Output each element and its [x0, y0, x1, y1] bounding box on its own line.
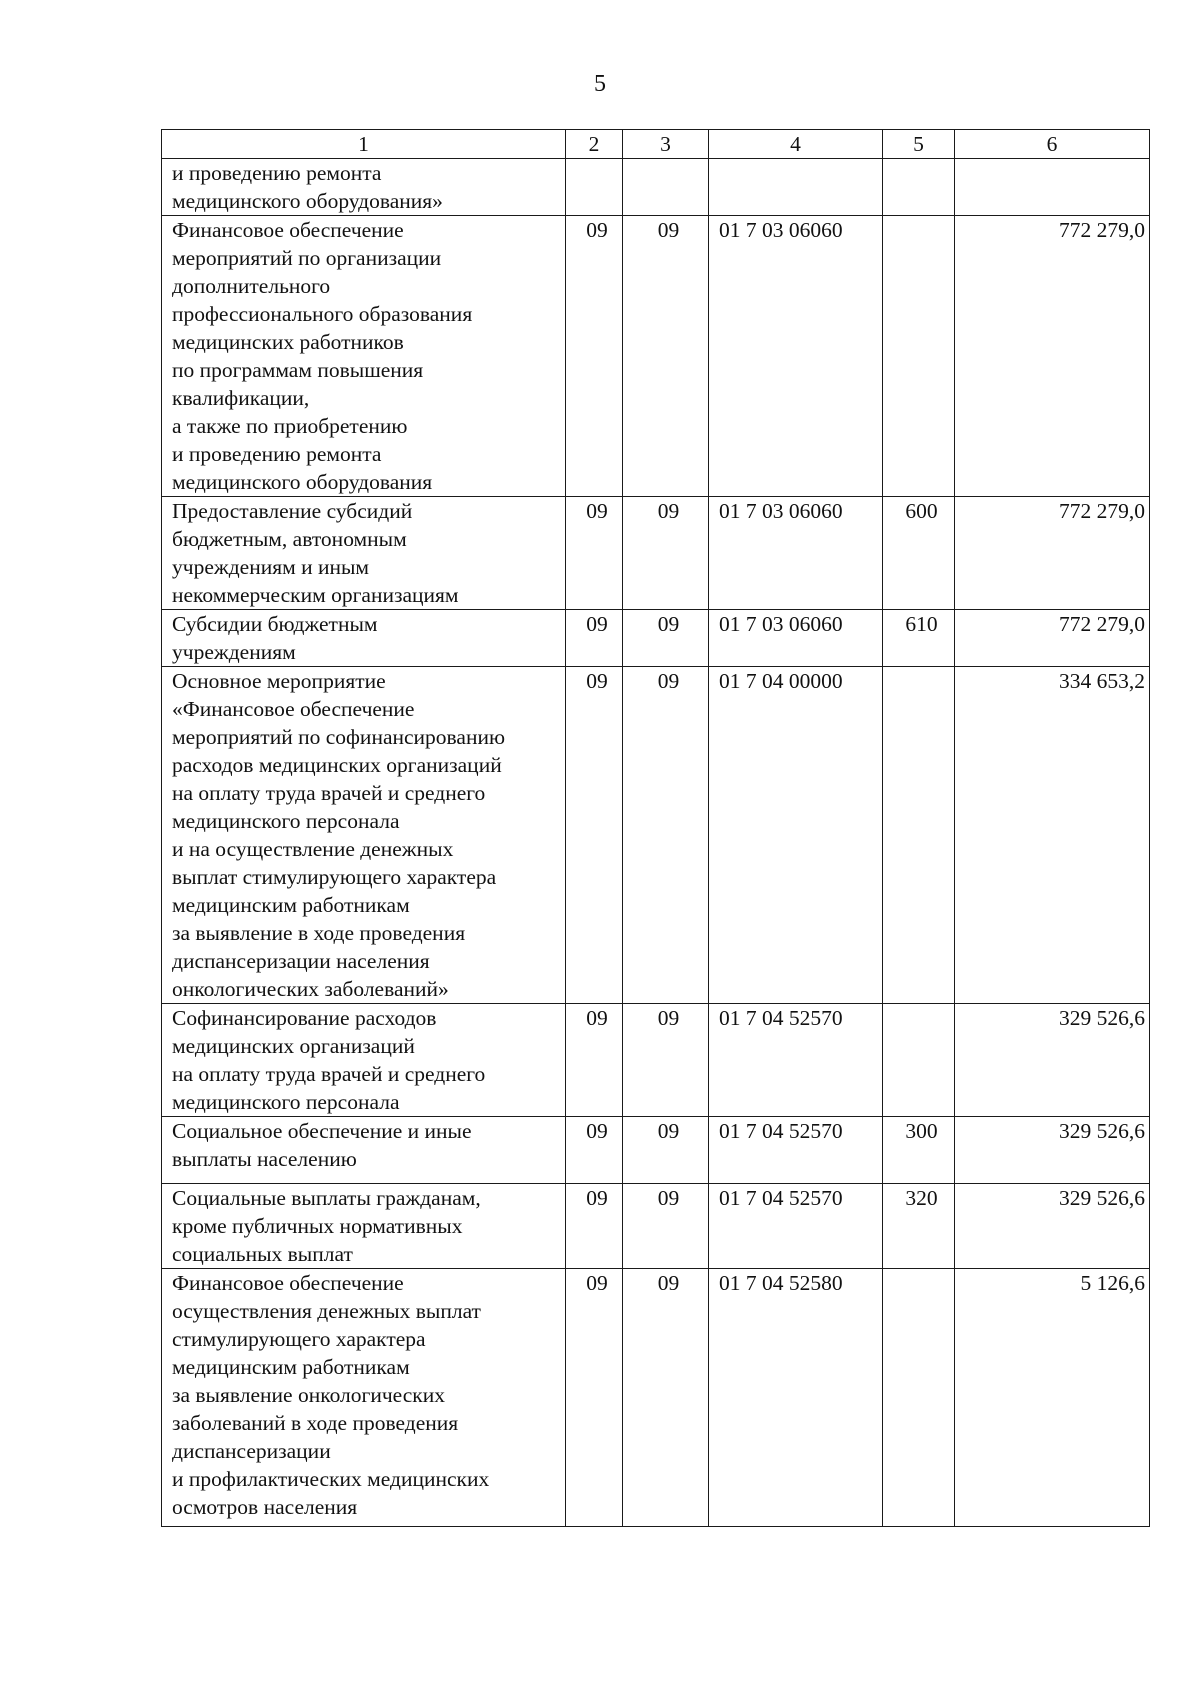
table-row: [162, 497, 1150, 610]
row-subsection-cell: 09: [623, 1004, 709, 1117]
row-name-line: и на осуществление денежных: [172, 837, 454, 861]
row-section-cell: [566, 159, 623, 216]
row-amount-cell: 329 526,6: [955, 1004, 1150, 1117]
row-expense-type-cell: [883, 216, 955, 497]
row-name-line: на оплату труда врачей и среднего: [172, 781, 486, 805]
row-name-line: Предоставление субсидий: [172, 499, 413, 523]
row-name-line: кроме публичных нормативных: [172, 1214, 463, 1238]
row-name-line: бюджетным, автономным: [172, 527, 407, 551]
row-target-article-cell: 01 7 04 52570: [709, 1004, 883, 1117]
row-amount-cell: 772 279,0: [955, 216, 1150, 497]
row-name-line: за выявление онкологических: [172, 1383, 445, 1407]
row-subsection-cell: 09: [623, 667, 709, 1004]
row-name-line: медицинским работникам: [172, 893, 410, 917]
row-name-line: и профилактических медицинских: [172, 1467, 490, 1491]
table-header-row: [162, 130, 1150, 159]
row-name-line: мероприятий по софинансированию: [172, 725, 506, 749]
row-target-article-cell: [709, 159, 883, 216]
header-col-1: 1: [162, 130, 566, 159]
table-row: [162, 667, 1150, 1004]
row-name-line: некоммерческим организациям: [172, 583, 459, 607]
row-name-line: медицинским работникам: [172, 1355, 410, 1379]
row-name-line: профессионального образования: [172, 302, 473, 326]
row-name-line: осуществления денежных выплат: [172, 1299, 481, 1323]
row-expense-type-cell: [883, 1004, 955, 1117]
row-subsection-cell: 09: [623, 610, 709, 667]
budget-table: [161, 129, 1150, 1527]
row-section-cell: 09: [566, 497, 623, 610]
row-name-line: выплаты населению: [172, 1147, 357, 1171]
row-name-line: Финансовое обеспечение: [172, 1271, 404, 1295]
row-subsection-cell: 09: [623, 1117, 709, 1184]
row-section-cell: 09: [566, 1184, 623, 1269]
row-name-line: квалификации,: [172, 386, 310, 410]
row-subsection-cell: 09: [623, 497, 709, 610]
table-row: [162, 1004, 1150, 1117]
row-name-line: медицинских работников: [172, 330, 404, 354]
row-expense-type-cell: 610: [883, 610, 955, 667]
row-name-line: и проведению ремонта: [172, 161, 382, 185]
row-name-line: расходов медицинских организаций: [172, 753, 502, 777]
table-row: [162, 1269, 1150, 1527]
row-expense-type-cell: 300: [883, 1117, 955, 1184]
row-name-line: Основное мероприятие: [172, 669, 386, 693]
row-name-cell: [162, 667, 566, 1004]
header-col-5: 5: [883, 130, 955, 159]
row-expense-type-cell: [883, 667, 955, 1004]
row-name-line: заболеваний в ходе проведения: [172, 1411, 459, 1435]
row-expense-type-cell: [883, 159, 955, 216]
row-name-line: медицинского персонала: [172, 1090, 400, 1114]
row-name-line: учреждениям и иным: [172, 555, 370, 579]
table-row: [162, 216, 1150, 497]
row-name-cell: [162, 1117, 566, 1184]
row-name-line: онкологических заболеваний»: [172, 977, 449, 1001]
row-amount-cell: 772 279,0: [955, 610, 1150, 667]
row-name-line: на оплату труда врачей и среднего: [172, 1062, 486, 1086]
row-name-line: социальных выплат: [172, 1242, 353, 1266]
row-name-line: «Финансовое обеспечение: [172, 697, 415, 721]
row-name-line: медицинских организаций: [172, 1034, 415, 1058]
row-name-line: медицинского оборудования: [172, 470, 433, 494]
table-row: [162, 159, 1150, 216]
row-target-article-cell: 01 7 04 52570: [709, 1117, 883, 1184]
row-amount-cell: 5 126,6: [955, 1269, 1150, 1527]
row-section-cell: 09: [566, 1117, 623, 1184]
table-body: [162, 159, 1150, 1527]
header-col-6: 6: [955, 130, 1150, 159]
row-subsection-cell: [623, 159, 709, 216]
row-section-cell: 09: [566, 667, 623, 1004]
row-section-cell: 09: [566, 216, 623, 497]
row-name-line: учреждениям: [172, 640, 296, 664]
row-name-line: диспансеризации: [172, 1439, 331, 1463]
row-amount-cell: 329 526,6: [955, 1117, 1150, 1184]
row-name-line: за выявление в ходе проведения: [172, 921, 466, 945]
page-number: 5: [594, 71, 606, 97]
row-name-cell: [162, 216, 566, 497]
row-target-article-cell: 01 7 04 52570: [709, 1184, 883, 1269]
row-target-article-cell: 01 7 03 06060: [709, 216, 883, 497]
row-amount-cell: 329 526,6: [955, 1184, 1150, 1269]
row-name-line: мероприятий по организации: [172, 246, 442, 270]
header-col-2: 2: [566, 130, 623, 159]
row-name-line: медицинского персонала: [172, 809, 400, 833]
row-name-line: выплат стимулирующего характера: [172, 865, 497, 889]
row-name-line: медицинского оборудования»: [172, 189, 443, 213]
row-name-line: осмотров населения: [172, 1495, 358, 1519]
row-name-line: а также по приобретению: [172, 414, 408, 438]
row-expense-type-cell: 600: [883, 497, 955, 610]
row-name-line: Финансовое обеспечение: [172, 218, 404, 242]
row-target-article-cell: 01 7 04 52580: [709, 1269, 883, 1527]
table-row: [162, 1184, 1150, 1269]
row-name-line: диспансеризации населения: [172, 949, 430, 973]
row-section-cell: 09: [566, 610, 623, 667]
row-subsection-cell: 09: [623, 1269, 709, 1527]
row-amount-cell: 772 279,0: [955, 497, 1150, 610]
row-name-line: Социальные выплаты гражданам,: [172, 1186, 481, 1210]
row-name-cell: [162, 610, 566, 667]
row-expense-type-cell: 320: [883, 1184, 955, 1269]
header-col-3: 3: [623, 130, 709, 159]
row-subsection-cell: 09: [623, 1184, 709, 1269]
row-section-cell: 09: [566, 1269, 623, 1527]
row-name-cell: [162, 1269, 566, 1527]
table-row: [162, 610, 1150, 667]
row-name-line: Социальное обеспечение и иные: [172, 1119, 472, 1143]
row-target-article-cell: 01 7 03 06060: [709, 610, 883, 667]
row-name-line: Субсидии бюджетным: [172, 612, 378, 636]
row-name-line: по программам повышения: [172, 358, 424, 382]
header-col-4: 4: [709, 130, 883, 159]
row-name-line: и проведению ремонта: [172, 442, 382, 466]
table-row: [162, 1117, 1150, 1184]
row-name-cell: [162, 1184, 566, 1269]
row-name-cell: [162, 497, 566, 610]
row-amount-cell: [955, 159, 1150, 216]
row-target-article-cell: 01 7 04 00000: [709, 667, 883, 1004]
row-amount-cell: 334 653,2: [955, 667, 1150, 1004]
row-expense-type-cell: [883, 1269, 955, 1527]
row-name-line: Софинансирование расходов: [172, 1006, 437, 1030]
row-subsection-cell: 09: [623, 216, 709, 497]
row-name-cell: [162, 159, 566, 216]
row-target-article-cell: 01 7 03 06060: [709, 497, 883, 610]
row-name-cell: [162, 1004, 566, 1117]
row-section-cell: 09: [566, 1004, 623, 1117]
row-name-line: дополнительного: [172, 274, 331, 298]
row-name-line: стимулирующего характера: [172, 1327, 426, 1351]
